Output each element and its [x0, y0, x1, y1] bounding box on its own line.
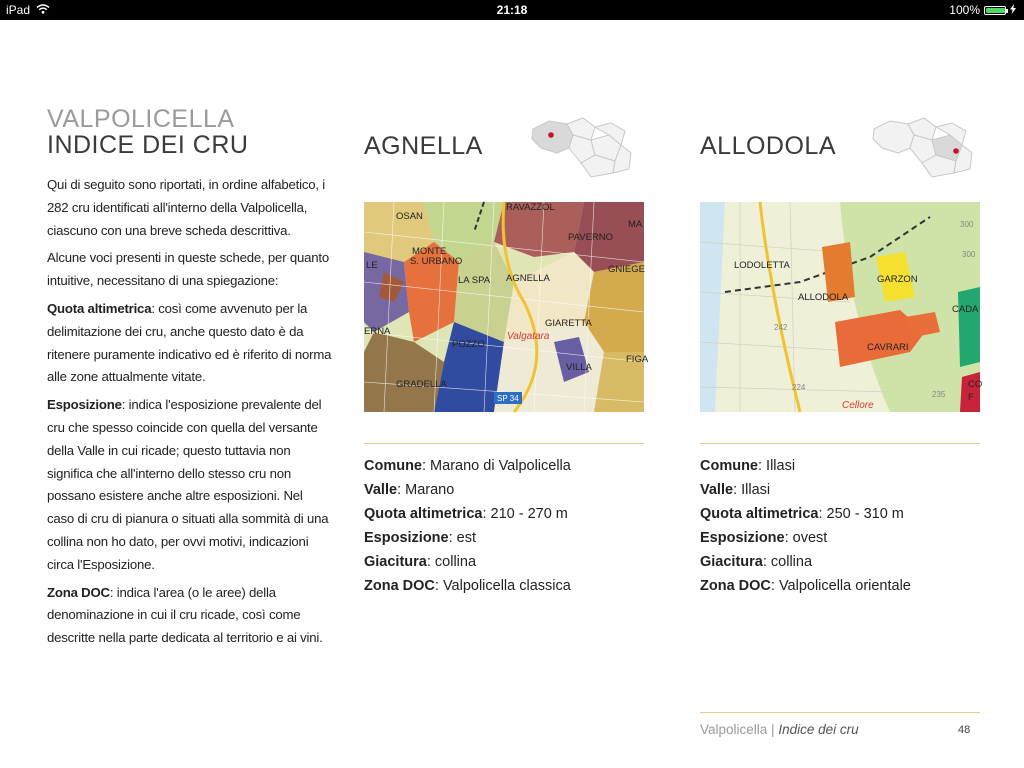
cru-map [700, 202, 983, 412]
cru-map [364, 202, 649, 412]
town-label: Valgatara [507, 331, 550, 342]
map-label: OSAN [396, 211, 423, 222]
spec-zona-doc: Zona DOC: Valpolicella classica [364, 578, 571, 594]
running-footer: Valpolicella | Indice dei cru [700, 722, 859, 737]
spec-esposizione: Esposizione: ovest [700, 530, 828, 546]
page-number: 48 [958, 724, 971, 736]
map-label: CO [968, 379, 983, 390]
spec-giacitura: Giacitura: collina [364, 554, 477, 570]
status-bar [0, 0, 1024, 20]
section-title: INDICE DEI CRU [47, 131, 249, 159]
intro-paragraph: Qui di seguito sono riportati, in ordine alfabetico, i 282 cru identificati all'interno della Valpolicella, ciascuno con una breve scheda descrittiva. [47, 177, 326, 238]
spec-esposizione: Esposizione: est [364, 530, 477, 546]
spec-giacitura: Giacitura: collina [700, 554, 813, 570]
map-label: GARZON [877, 274, 918, 285]
spec-comune: Comune: Illasi [700, 458, 796, 474]
map-label: ALLODOLA [798, 292, 849, 303]
map-label: MA [628, 219, 643, 230]
divider [364, 443, 644, 444]
battery-icon [984, 6, 1006, 15]
map-label: LA SPA [458, 275, 491, 286]
town-label: Cellore [842, 400, 874, 411]
map-label: POZZO [452, 339, 485, 350]
map-label: CAVRARI [867, 342, 909, 353]
charging-icon [1010, 3, 1016, 17]
elevation-label: 300 [960, 220, 974, 229]
map-label: AGNELLA [506, 273, 550, 284]
cru-specs [700, 454, 911, 598]
location-marker-icon [953, 148, 959, 154]
intro-text [47, 174, 332, 650]
spec-quota: Quota altimetrica: 250 - 310 m [700, 506, 904, 522]
region-locator-map [870, 115, 975, 179]
map-label: LE [366, 260, 378, 271]
location-marker-icon [548, 132, 554, 138]
map-label: MONTE [412, 246, 447, 257]
spec-comune: Comune: Marano di Valpolicella [364, 458, 571, 474]
region-locator-map [529, 115, 634, 179]
map-label: F [968, 392, 974, 403]
quota-explanation: Quota altimetrica: così come avvenuto per la delimitazione dei cru, anche questo dato è da ritenere puramente indicativo ed è riferito di norma alle zone attualmente vitate. [47, 300, 332, 385]
road-label: SP 34 [497, 394, 519, 403]
map-label: ERNA [364, 326, 391, 337]
index-intro [47, 106, 332, 655]
map-label: GRADELLA [396, 379, 447, 390]
intro-paragraph: Alcune voci presenti in queste schede, per quanto intuitive, necessitano di una spiegazione: [47, 250, 329, 289]
spec-valle: Valle: Marano [364, 482, 455, 498]
cru-specs [364, 454, 571, 598]
map-label: RAVAZZOL [506, 202, 555, 213]
cru-name: ALLODOLA [700, 132, 837, 160]
elevation-label: 235 [932, 390, 946, 399]
term-label: Quota altimetrica [47, 300, 152, 316]
divider [700, 443, 980, 444]
battery-percent: 100% [949, 3, 980, 17]
spec-quota: Quota altimetrica: 210 - 270 m [364, 506, 568, 522]
elevation-label: 242 [774, 323, 788, 332]
map-label: GIARETTA [545, 318, 592, 329]
footer-divider [700, 712, 980, 713]
clock: 21:18 [496, 3, 528, 17]
map-label: GNIEGE [608, 264, 645, 275]
map-label: PAVERNO [568, 232, 614, 243]
map-label: LODOLETTA [734, 260, 790, 271]
map-label: FIGA [626, 354, 649, 365]
map-label: CADA [952, 304, 979, 315]
device-label: iPad [6, 3, 31, 17]
esposizione-explanation: Esposizione: indica l'esposizione prevalente del cru che spesso coincide con quella del versante della Valle in cui ricade; questo tuttavia non significa che all'interno dello stesso cru non possano esistere anche altre esposizioni. Nel caso di cru di pianura o situati alla sommità di una collina non ho dato, per ovvi motivi, indicazioni circa l'Esposizione. [47, 397, 329, 572]
book-title: VALPOLICELLA [47, 105, 235, 133]
elevation-label: 300 [962, 250, 976, 259]
zona-doc-explanation: Zona DOC: indica l'area (o le aree) della denominazione in cui il cru ricade, così come descritte nella parte dedicata al territorio e ai vini. [47, 584, 323, 646]
cru-name: AGNELLA [364, 132, 483, 160]
elevation-label: 224 [792, 383, 806, 392]
map-label: VILLA [566, 362, 592, 373]
spec-zona-doc: Zona DOC: Valpolicella orientale [700, 578, 911, 594]
map-label: S. URBANO [410, 256, 463, 267]
term-label: Esposizione [47, 397, 122, 413]
term-label: Zona DOC [47, 584, 110, 600]
spec-valle: Valle: Illasi [700, 482, 771, 498]
